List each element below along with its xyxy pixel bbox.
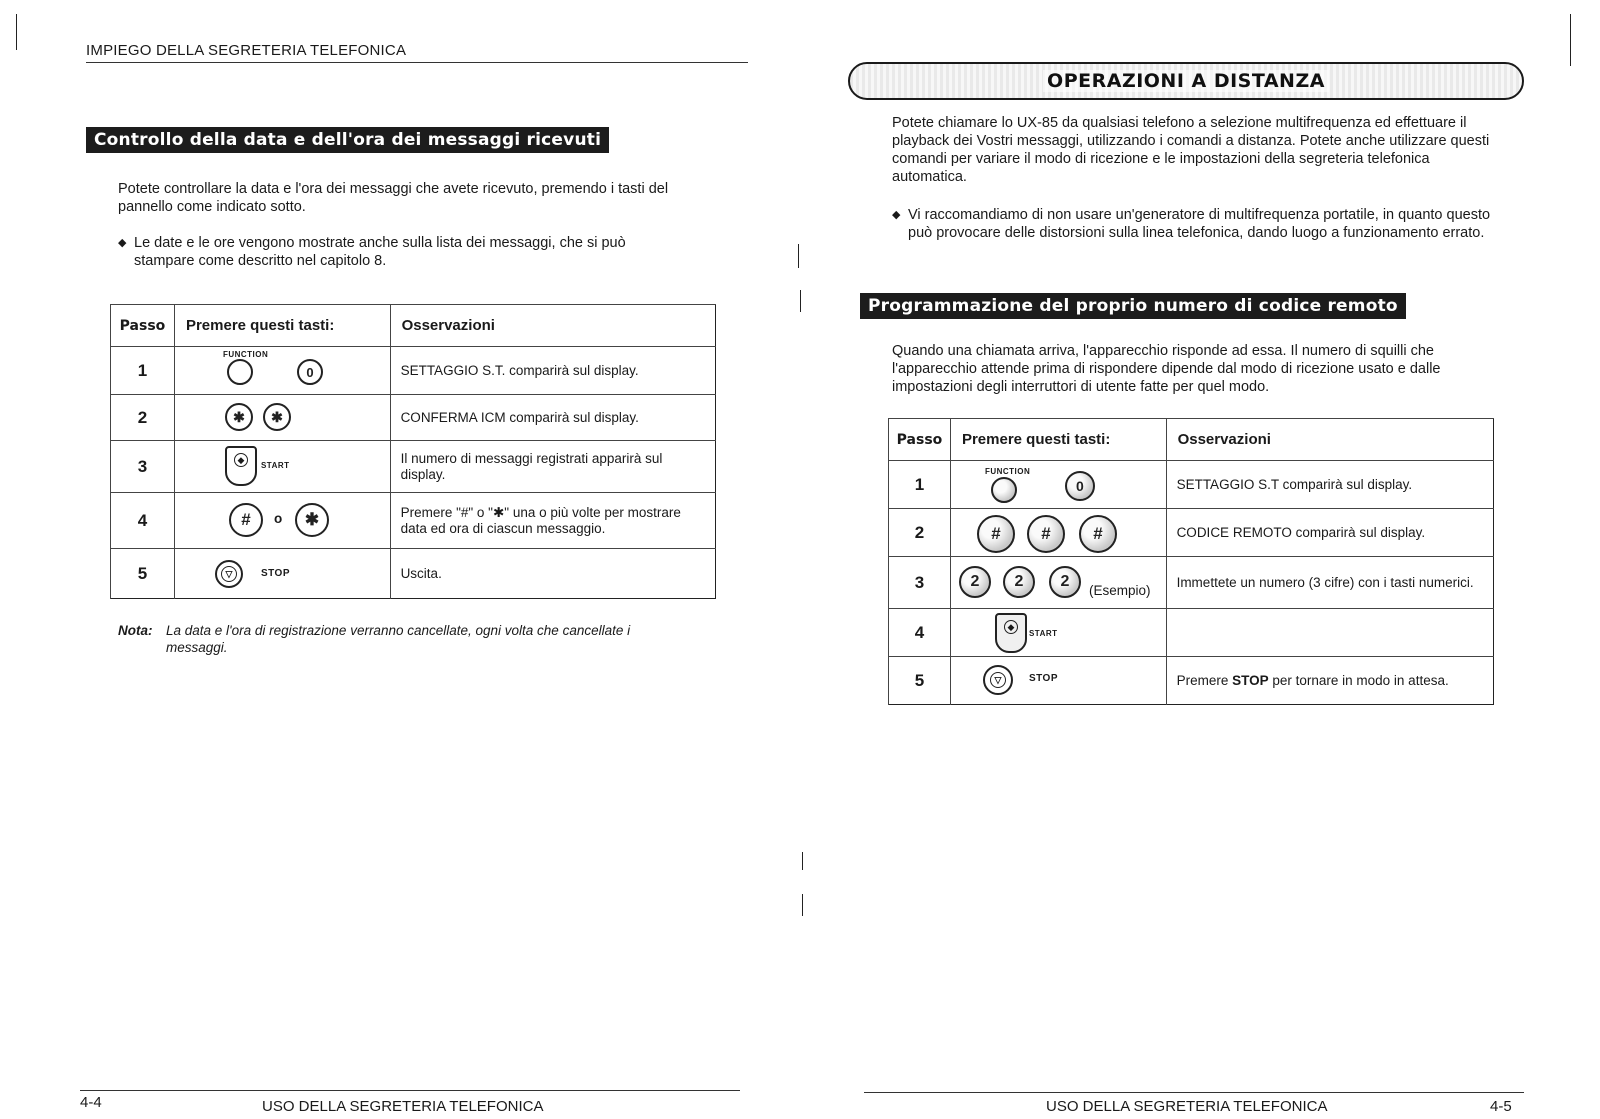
col-header-step: Passo xyxy=(889,419,951,461)
keys-cell xyxy=(174,347,390,395)
start-key-icon xyxy=(995,613,1027,653)
function-key-label: FUNCTION xyxy=(222,350,269,359)
hash-key-icon: # xyxy=(229,503,263,537)
keys-cell xyxy=(174,549,390,599)
remark: Il numero di messaggi registrati apparirà sul display. xyxy=(390,441,715,493)
page-number: 4-4 xyxy=(80,1094,102,1111)
table-header-row xyxy=(111,305,716,347)
or-label: o xyxy=(273,511,283,526)
step-number: 3 xyxy=(889,557,951,609)
header-rule xyxy=(86,62,748,63)
table-row xyxy=(111,441,716,493)
step-number: 2 xyxy=(889,509,951,557)
intro-paragraph: Potete controllare la data e l'ora dei messaggi che avete ricevuto, premendo i tasti del pannello come indicato sotto. xyxy=(118,181,669,215)
remark: CODICE REMOTO comparirà sul display. xyxy=(1166,509,1493,557)
bullet-icon: ◆ xyxy=(118,237,127,249)
hash-key-icon: # xyxy=(977,515,1015,553)
gutter-mark xyxy=(798,244,799,268)
hash-key-icon: # xyxy=(1079,515,1117,553)
remark: Immettete un numero (3 cifre) con i tasti numerici. xyxy=(1166,557,1493,609)
table-row xyxy=(889,557,1494,609)
bullet-icon: ◆ xyxy=(892,209,901,221)
note xyxy=(118,622,666,656)
steps-table xyxy=(110,304,716,599)
page-number: 4-5 xyxy=(1490,1098,1512,1115)
table-row xyxy=(889,657,1494,705)
keys-cell xyxy=(950,609,1166,657)
intro-paragraph: Potete chiamare lo UX-85 da qualsiasi telefono a selezione multifrequenza ed effettuare il playback dei Vostri messaggi, utilizzando i comandi a distanza. Potete anche utilizzare questi comandi per variare il modo di ricezione e le impostazioni della segreteria telefonica automatica. xyxy=(892,115,1490,185)
footer-rule xyxy=(80,1090,740,1091)
col-header-step: Passo xyxy=(111,305,175,347)
binding-mark xyxy=(1570,14,1571,66)
table-row xyxy=(111,493,716,549)
remark: CONFERMA ICM comparirà sul display. xyxy=(390,395,715,441)
chapter-title: OPERAZIONI A DISTANZA xyxy=(1043,70,1329,92)
zero-key-icon: 0 xyxy=(1065,471,1095,501)
keys-cell xyxy=(174,493,390,549)
step-number: 1 xyxy=(111,347,175,395)
section-paragraph: Quando una chiamata arriva, l'apparecchio risponde ad essa. Il numero di squilli che l'apparecchio attende prima di rispondere dipende dal modo di ricezione usato e dalle impostazioni degli interruttori di utente fatte per quel modo. xyxy=(892,343,1441,395)
col-header-keys: Premere questi tasti: xyxy=(950,419,1166,461)
keys-cell xyxy=(950,657,1166,705)
remark: SETTAGGIO S.T comparirà sul display. xyxy=(1166,461,1493,509)
gutter-mark xyxy=(802,894,803,916)
step-number: 1 xyxy=(889,461,951,509)
start-key-label: START xyxy=(1028,629,1058,638)
keys-cell xyxy=(174,441,390,493)
table-row xyxy=(889,509,1494,557)
start-key-icon xyxy=(225,446,257,486)
bullet-text: Vi raccomandiamo di non usare un'generatore di multifrequenza portatile, in quanto questo può provocare delle distorsioni sulla linea telefonica, dando luogo a funzionamento errato. xyxy=(908,207,1491,241)
bullet-note xyxy=(118,234,674,270)
table-row xyxy=(111,395,716,441)
table-header-row xyxy=(889,419,1494,461)
stop-key-icon xyxy=(983,665,1013,695)
footer-title: USO DELLA SEGRETERIA TELEFONICA xyxy=(262,1098,544,1115)
star-key-icon: ✱ xyxy=(295,503,329,537)
step-number: 5 xyxy=(889,657,951,705)
start-key-label: START xyxy=(260,461,290,470)
binding-mark xyxy=(16,14,17,50)
gutter-mark xyxy=(800,290,801,312)
remark: Uscita. xyxy=(390,549,715,599)
note-label: Nota: xyxy=(118,623,153,638)
section-title: Controllo della data e dell'ora dei messaggi ricevuti xyxy=(86,127,609,153)
stop-inner-icon: ▽ xyxy=(990,672,1006,688)
bullet-note xyxy=(892,206,1492,242)
example-label: (Esempio) xyxy=(1088,583,1151,598)
step-number: 2 xyxy=(111,395,175,441)
start-diamond-icon: ◆ xyxy=(1004,620,1018,634)
note-text: La data e l'ora di registrazione verranno cancellate, ogni volta che cancellate i messaggi. xyxy=(166,623,631,655)
star-key-icon: ✱ xyxy=(225,403,253,431)
step-number: 4 xyxy=(111,493,175,549)
footer-rule xyxy=(864,1092,1524,1093)
keys-cell xyxy=(950,461,1166,509)
remark-post: per tornare in modo in attesa. xyxy=(1268,672,1449,688)
table-row xyxy=(889,609,1494,657)
step-number: 4 xyxy=(889,609,951,657)
start-diamond-icon: ◆ xyxy=(234,453,248,467)
keys-cell xyxy=(950,509,1166,557)
two-key-icon: 2 xyxy=(1003,566,1035,598)
two-key-icon: 2 xyxy=(959,566,991,598)
two-key-icon: 2 xyxy=(1049,566,1081,598)
section-title: Programmazione del proprio numero di codice remoto xyxy=(860,293,1406,319)
hash-key-icon: # xyxy=(1027,515,1065,553)
bullet-text: Le date e le ore vengono mostrate anche sulla lista dei messaggi, che si può stampare come descritto nel capitolo 8. xyxy=(134,235,626,269)
function-key-icon xyxy=(227,359,253,385)
keys-cell xyxy=(174,395,390,441)
stop-inner-icon: ▽ xyxy=(221,566,237,582)
remark-bold: STOP xyxy=(1232,672,1269,688)
remark: SETTAGGIO S.T. comparirà sul display. xyxy=(390,347,715,395)
stop-key-icon xyxy=(215,560,243,588)
remark: Premere "#" o "✱" una o più volte per mostrare data ed ora di ciascun messaggio. xyxy=(390,493,715,549)
function-key-label: FUNCTION xyxy=(984,467,1031,476)
function-key-icon xyxy=(991,477,1017,503)
steps-table xyxy=(888,418,1494,705)
zero-key-icon: 0 xyxy=(297,359,323,385)
table-row xyxy=(111,549,716,599)
keys-cell xyxy=(950,557,1166,609)
table-row xyxy=(111,347,716,395)
step-number: 3 xyxy=(111,441,175,493)
remark xyxy=(1166,657,1493,705)
table-row xyxy=(889,461,1494,509)
col-header-remarks: Osservazioni xyxy=(1166,419,1493,461)
step-number: 5 xyxy=(111,549,175,599)
chapter-banner xyxy=(848,62,1524,100)
stop-key-label: STOP xyxy=(260,568,290,579)
footer-title: USO DELLA SEGRETERIA TELEFONICA xyxy=(1046,1098,1328,1115)
col-header-remarks: Osservazioni xyxy=(390,305,715,347)
remark-pre: Premere xyxy=(1176,672,1233,688)
star-key-icon: ✱ xyxy=(263,403,291,431)
gutter-mark xyxy=(802,852,803,870)
col-header-keys: Premere questi tasti: xyxy=(174,305,390,347)
remark xyxy=(1166,609,1493,657)
stop-key-label: STOP xyxy=(1028,673,1058,684)
running-head: IMPIEGO DELLA SEGRETERIA TELEFONICA xyxy=(86,42,407,59)
